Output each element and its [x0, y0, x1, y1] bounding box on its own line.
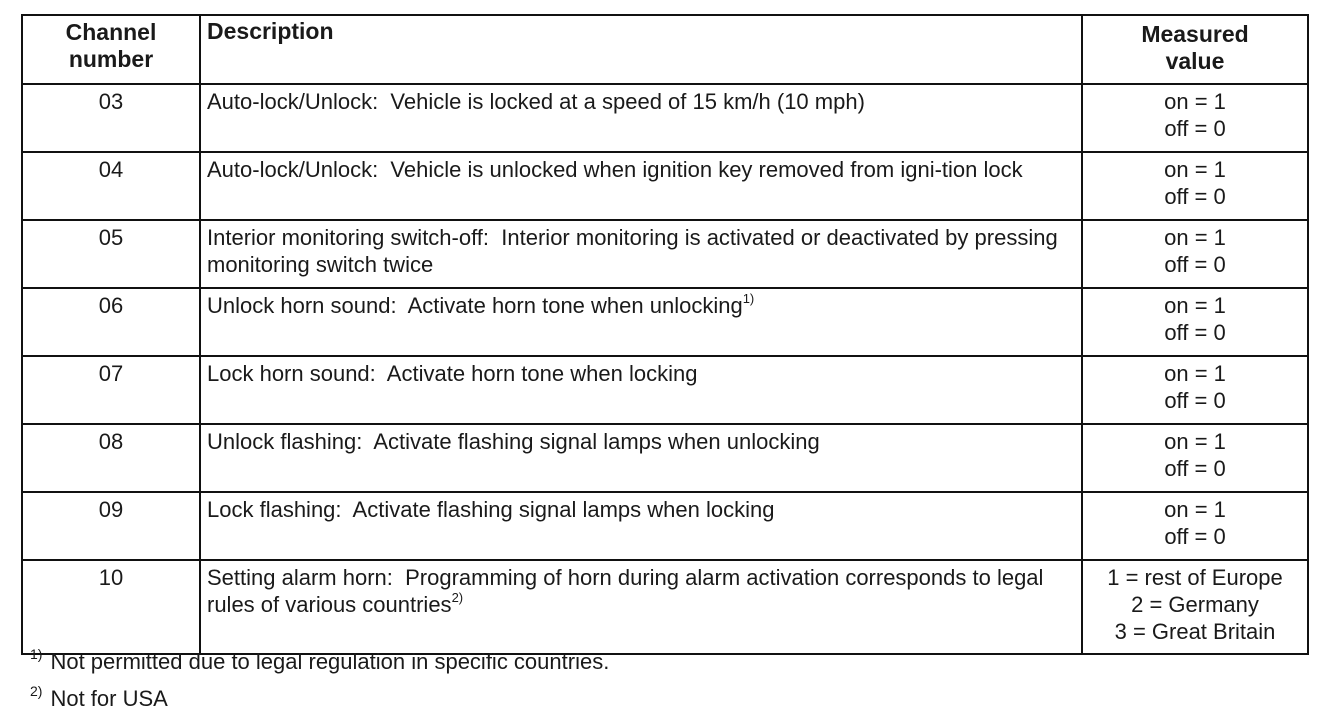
channel-cell: 03	[22, 84, 200, 152]
description-text: Programming of horn during alarm activation corresponds to legal rules of various countries	[207, 565, 1044, 617]
header-measured-line1: Measured	[1141, 21, 1249, 47]
description-label: Auto-lock/Unlock:	[207, 157, 379, 182]
description-cell	[200, 288, 1082, 356]
value-line: on = 1	[1164, 157, 1226, 182]
channel-table	[21, 14, 1309, 655]
channel-cell: 08	[22, 424, 200, 492]
description-text: Activate horn tone when unlocking	[407, 293, 743, 318]
table-row	[22, 288, 1308, 356]
footnote-number: 2)	[30, 682, 43, 699]
header-measured-value	[1082, 15, 1308, 84]
description-text: Activate flashing signal lamps when locking	[352, 497, 775, 522]
description-cell	[200, 152, 1082, 220]
header-channel-number	[22, 15, 200, 84]
description-label: Unlock flashing:	[207, 429, 363, 454]
channel-cell: 07	[22, 356, 200, 424]
description-label: Setting alarm horn:	[207, 565, 393, 590]
table-row	[22, 152, 1308, 220]
measured-cell	[1082, 356, 1308, 424]
description-text: Interior monitoring is activated or deactivated by pressing monitoring switch twice	[207, 225, 1058, 277]
footnote-text: Not permitted due to legal regulation in specific countries.	[50, 649, 610, 674]
footnote-marker: 1)	[742, 290, 755, 306]
channel-cell: 06	[22, 288, 200, 356]
description-cell	[200, 560, 1082, 654]
description-cell	[200, 84, 1082, 152]
footnote	[30, 645, 610, 676]
footnote-number: 1)	[30, 645, 43, 662]
value-line: off = 0	[1164, 388, 1226, 413]
value-line: off = 0	[1164, 116, 1226, 141]
description-label: Lock horn sound:	[207, 361, 376, 386]
description-cell	[200, 220, 1082, 288]
header-channel-line2: number	[68, 46, 154, 72]
value-line: off = 0	[1164, 184, 1226, 209]
table-header-row	[22, 15, 1308, 84]
table-row	[22, 356, 1308, 424]
table-row	[22, 220, 1308, 288]
value-line: on = 1	[1164, 429, 1226, 454]
footnote	[30, 682, 609, 713]
value-line: off = 0	[1164, 320, 1226, 345]
measured-cell	[1082, 84, 1308, 152]
description-label: Lock flashing:	[207, 497, 342, 522]
description-text: Vehicle is unlocked when ignition key removed from igni-tion lock	[390, 157, 1023, 182]
header-channel-line1: Channel	[65, 19, 157, 45]
value-line: 2 = Germany	[1131, 592, 1259, 617]
value-line: on = 1	[1164, 497, 1226, 522]
measured-cell	[1082, 560, 1308, 654]
table-row	[22, 492, 1308, 560]
channel-cell: 04	[22, 152, 200, 220]
description-cell	[200, 424, 1082, 492]
channel-cell: 09	[22, 492, 200, 560]
description-cell	[200, 492, 1082, 560]
measured-cell	[1082, 288, 1308, 356]
value-line: on = 1	[1164, 361, 1226, 386]
description-cell	[200, 356, 1082, 424]
table-row	[22, 424, 1308, 492]
value-line: 1 = rest of Europe	[1107, 565, 1283, 590]
description-label: Auto-lock/Unlock:	[207, 89, 379, 114]
value-line: on = 1	[1164, 293, 1226, 318]
channel-cell: 10	[22, 560, 200, 654]
value-line: off = 0	[1164, 524, 1226, 549]
table-row	[22, 84, 1308, 152]
description-text: Activate horn tone when locking	[386, 361, 698, 386]
footnote-marker: 2)	[451, 589, 464, 605]
measured-cell	[1082, 424, 1308, 492]
measured-cell	[1082, 152, 1308, 220]
description-text: Activate flashing signal lamps when unlocking	[373, 429, 820, 454]
value-line: on = 1	[1164, 89, 1226, 114]
value-line: on = 1	[1164, 225, 1226, 250]
value-line: off = 0	[1164, 252, 1226, 277]
description-label: Unlock horn sound:	[207, 293, 397, 318]
table-row	[22, 560, 1308, 654]
value-line: off = 0	[1164, 456, 1226, 481]
header-measured-line2: value	[1165, 48, 1225, 74]
measured-cell	[1082, 220, 1308, 288]
header-description: Description	[200, 15, 1082, 84]
measured-cell	[1082, 492, 1308, 560]
footnotes	[30, 645, 610, 722]
value-line: 3 = Great Britain	[1114, 619, 1276, 644]
description-text: Vehicle is locked at a speed of 15 km/h (10 mph)	[390, 89, 865, 114]
description-label: Interior monitoring switch-off:	[207, 225, 490, 250]
channel-cell: 05	[22, 220, 200, 288]
footnote-text: Not for USA	[50, 686, 168, 711]
